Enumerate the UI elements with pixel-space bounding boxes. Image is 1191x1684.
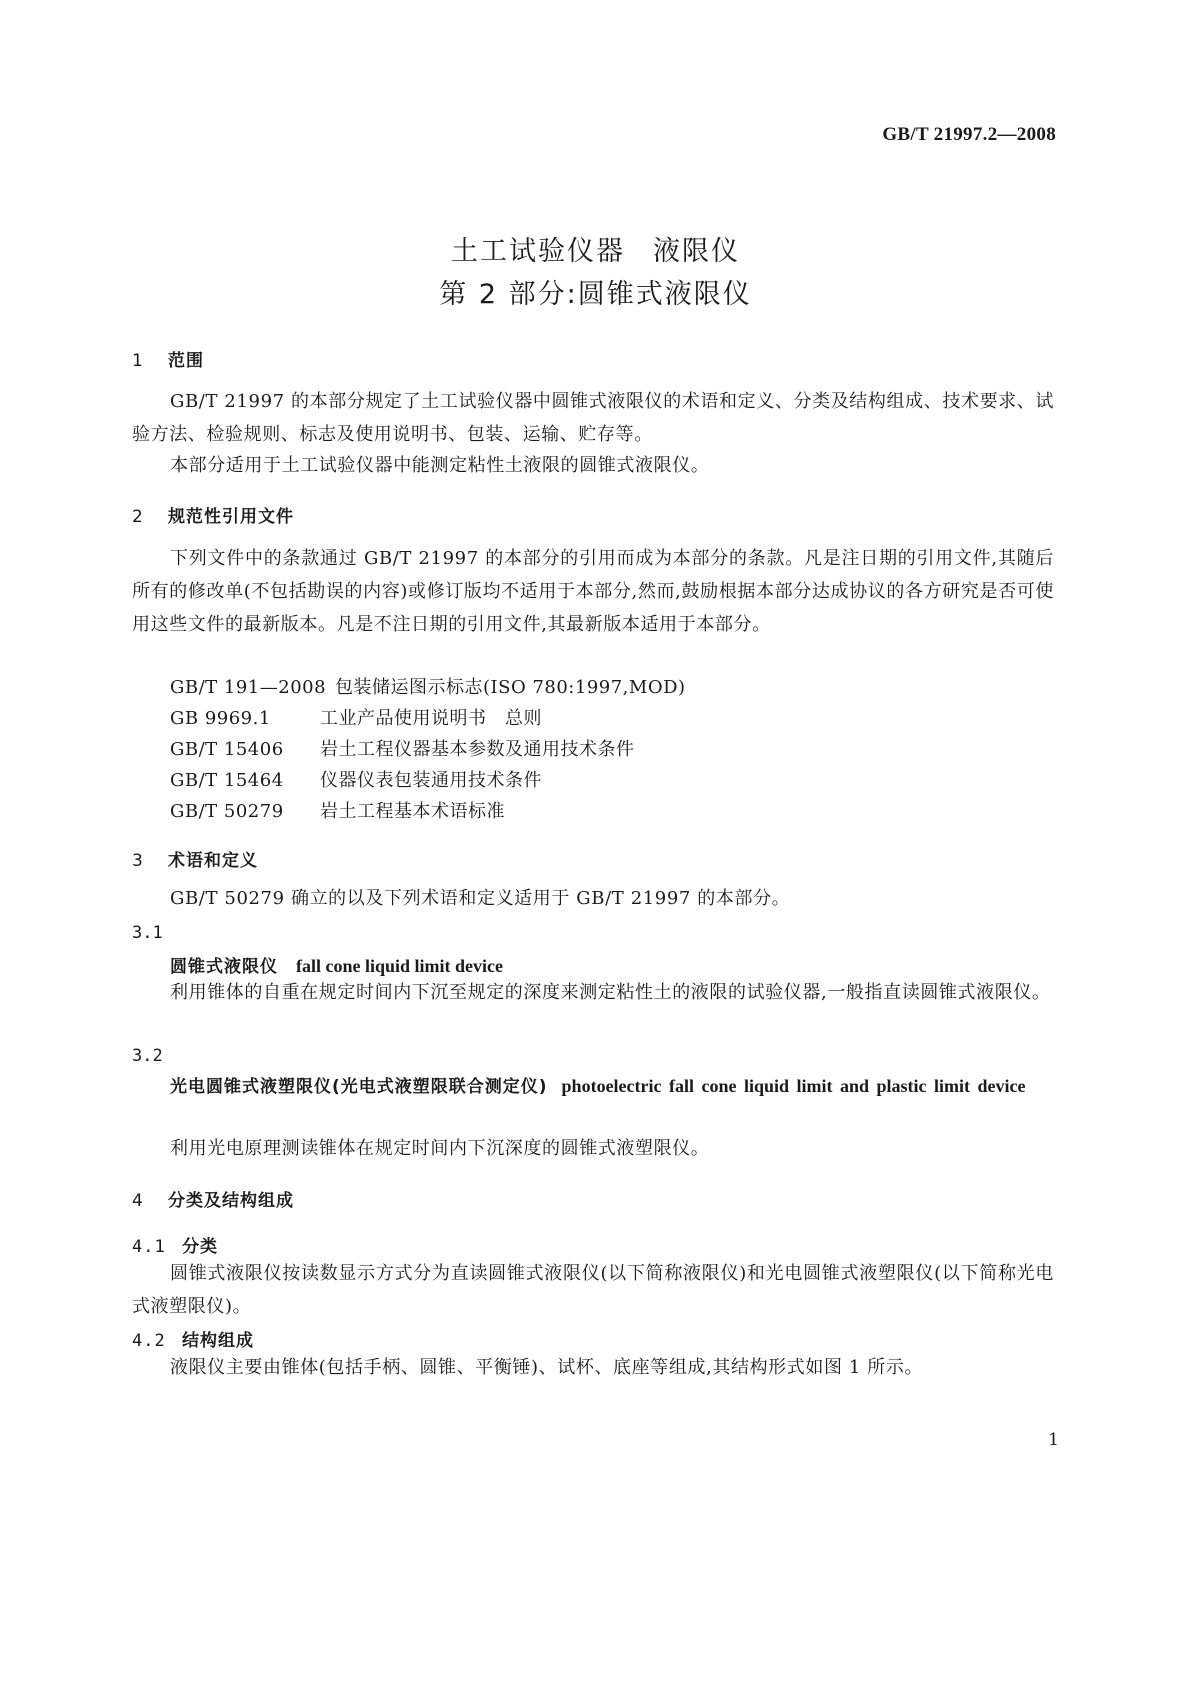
term-english: photoelectric fall cone liquid limit and plastic limit device — [561, 1076, 1026, 1096]
section-title: 规范性引用文件 — [168, 507, 294, 527]
section-number: 4 — [132, 1191, 144, 1211]
reference-code: GB/T 50279 — [170, 801, 284, 822]
section-heading-3 — [132, 846, 258, 871]
reference-code: GB/T 15406 — [170, 739, 284, 760]
document-title-line2: 第 2 部分:圆锥式液限仪 — [439, 279, 752, 310]
title-main: 土工试验仪器 — [451, 236, 625, 267]
paragraph: 下列文件中的条款通过 GB/T 21997 的本部分的引用而成为本部分的条款。凡是注日期的引用文件,其随后所有的修改单(不包括勘误的内容)或修订版均不适用于本部分,然而,鼓励根据本部分达成协议的各方研究是否可使用这些文件的最新版本。凡是不注日期的引用文件,其最新版本适用于本部分。 — [132, 548, 1054, 635]
section-title: 范围 — [168, 351, 204, 371]
reference-code: GB/T 191—2008 — [170, 677, 327, 698]
section-number: 1 — [132, 351, 144, 371]
subsection-title: 分类 — [182, 1237, 218, 1257]
title-device: 液限仪 — [653, 236, 740, 267]
subsection-heading-4-2 — [132, 1326, 254, 1351]
reference-title: 岩土工程仪器基本参数及通用技术条件 — [320, 739, 635, 760]
reference-title: 包装储运图示标志(ISO 780:1997,MOD) — [335, 677, 686, 698]
section-title: 分类及结构组成 — [168, 1191, 294, 1211]
paragraph: 本部分适用于土工试验仪器中能测定粘性土液限的圆锥式液限仪。 — [170, 455, 710, 476]
term-definition: 利用光电原理测读锥体在规定时间内下沉深度的圆锥式液塑限仪。 — [170, 1138, 710, 1159]
subsection-number: 4.2 — [132, 1331, 166, 1351]
standard-number: GB/T 21997.2—2008 — [882, 124, 1056, 145]
paragraph: 液限仪主要由锥体(包括手柄、圆锥、平衡锤)、试杯、底座等组成,其结构形式如图 1 所示。 — [170, 1357, 924, 1378]
term-number: 3.1 — [132, 923, 163, 943]
subsection-title: 结构组成 — [182, 1331, 254, 1351]
paragraph: 圆锥式液限仪按读数显示方式分为直读圆锥式液限仪(以下简称液限仪)和光电圆锥式液塑限仪(以下简称光电式液塑限仪)。 — [132, 1263, 1054, 1317]
term-chinese: 圆锥式液限仪 — [170, 957, 278, 977]
document-title-line1 — [0, 229, 1191, 268]
page-number: 1 — [1048, 1430, 1059, 1450]
term-title — [170, 952, 503, 977]
reference-item — [170, 766, 542, 792]
term-chinese: 光电圆锥式液塑限仪(光电式液塑限联合测定仪) — [170, 1077, 548, 1097]
section-number: 2 — [132, 507, 144, 527]
reference-item — [170, 704, 542, 730]
reference-title: 工业产品使用说明书 总则 — [320, 708, 542, 729]
term-english: fall cone liquid limit device — [296, 956, 503, 976]
term-definition: 利用锥体的自重在规定时间内下沉至规定的深度来测定粘性土的液限的试验仪器,一般指直读圆锥式液限仪。 — [170, 982, 1051, 1003]
reference-item — [170, 673, 686, 699]
reference-item — [170, 735, 635, 761]
reference-code: GB/T 15464 — [170, 770, 284, 791]
reference-item — [170, 797, 505, 823]
reference-code: GB 9969.1 — [170, 708, 271, 729]
section-heading-4 — [132, 1186, 294, 1211]
paragraph: GB/T 21997 的本部分规定了土工试验仪器中圆锥式液限仪的术语和定义、分类及结构组成、技术要求、试验方法、检验规则、标志及使用说明书、包装、运输、贮存等。 — [132, 391, 1054, 445]
term-title — [132, 1071, 1054, 1103]
reference-title: 仪器仪表包装通用技术条件 — [320, 770, 542, 791]
term-number: 3.2 — [132, 1046, 163, 1066]
reference-title: 岩土工程基本术语标准 — [320, 801, 505, 822]
subsection-number: 4.1 — [132, 1237, 166, 1257]
section-heading-1 — [132, 346, 204, 371]
section-title: 术语和定义 — [168, 851, 258, 871]
section-number: 3 — [132, 851, 144, 871]
paragraph: GB/T 50279 确立的以及下列术语和定义适用于 GB/T 21997 的本部分。 — [170, 888, 791, 909]
subsection-heading-4-1 — [132, 1232, 218, 1257]
section-heading-2 — [132, 502, 294, 527]
